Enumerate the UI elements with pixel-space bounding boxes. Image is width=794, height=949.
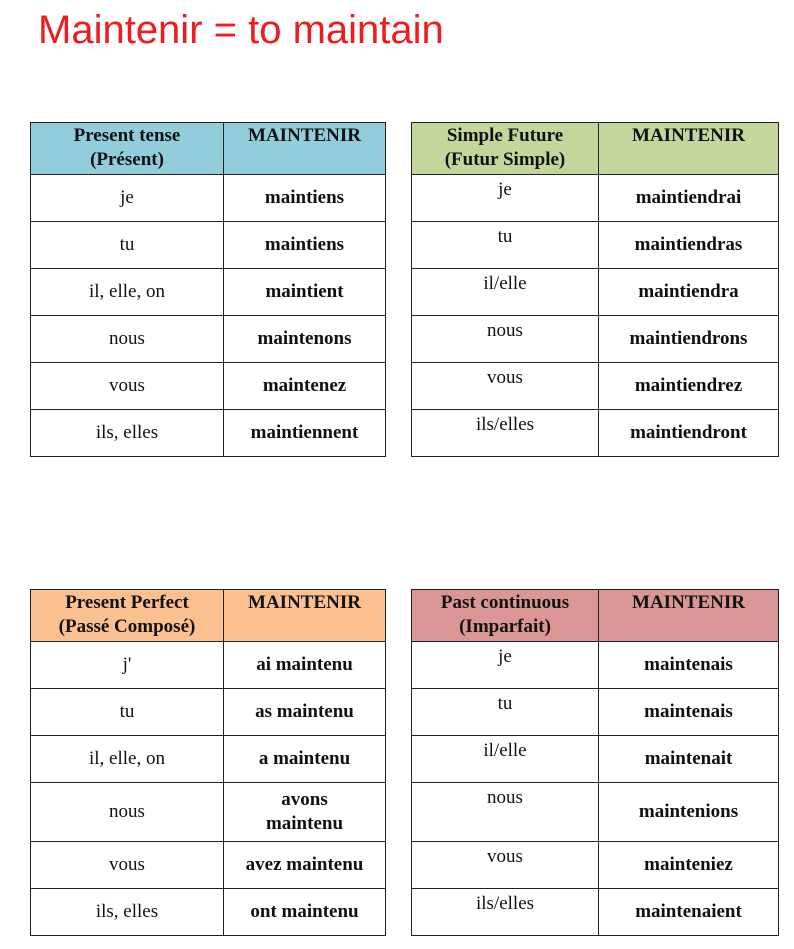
conjugation-cell: maintiendrez	[599, 363, 779, 410]
conjugation-cell: maintient	[224, 269, 386, 316]
pronoun-cell: je	[31, 175, 224, 222]
conjugation-cell: maintiens	[224, 175, 386, 222]
table-row	[31, 410, 386, 457]
pronoun-cell: tu	[412, 689, 599, 736]
tense-name: Present Perfect	[65, 592, 189, 613]
tense-name-french: (Présent)	[90, 149, 164, 170]
table-row	[412, 642, 779, 689]
conjugation-cell: maintiendrons	[599, 316, 779, 363]
conjugation-cell: maintiendra	[599, 269, 779, 316]
imparfait-table	[411, 589, 779, 936]
pronoun-cell: il/elle	[412, 736, 599, 783]
table-row	[412, 269, 779, 316]
conjugation-cell: maintenaient	[599, 889, 779, 936]
table-row	[31, 842, 386, 889]
verb-header: MAINTENIR	[224, 590, 386, 642]
table-row	[31, 783, 386, 842]
table-row	[412, 222, 779, 269]
table-header-row	[31, 590, 386, 642]
table-row	[412, 783, 779, 842]
conjugation-cell: maintiendrai	[599, 175, 779, 222]
tense-name-french: (Futur Simple)	[444, 149, 566, 170]
table-row	[412, 363, 779, 410]
conjugation-cell: avez maintenu	[224, 842, 386, 889]
tense-name: Present tense	[73, 125, 181, 146]
conjugation-cell: as maintenu	[224, 689, 386, 736]
conjugation-cell	[224, 783, 386, 842]
pronoun-cell: vous	[31, 363, 224, 410]
pronoun-cell: nous	[31, 783, 224, 842]
pronoun-cell: il, elle, on	[31, 736, 224, 783]
table-row	[31, 269, 386, 316]
table-row	[31, 175, 386, 222]
tense-name: Past continuous	[440, 592, 570, 613]
pronoun-cell: ils, elles	[31, 889, 224, 936]
conjugation-auxiliary: avons	[281, 789, 328, 810]
conjugation-cell: maintiendras	[599, 222, 779, 269]
conjugation-cell: a maintenu	[224, 736, 386, 783]
tense-name-french: (Passé Composé)	[58, 616, 196, 637]
table-row	[31, 363, 386, 410]
tense-header	[31, 123, 224, 175]
conjugation-cell: maintenez	[224, 363, 386, 410]
conjugation-cell: maintenais	[599, 642, 779, 689]
simple-future-table	[411, 122, 779, 457]
conjugation-cell: mainteniez	[599, 842, 779, 889]
conjugation-cell: maintenais	[599, 689, 779, 736]
conjugation-cell: maintiens	[224, 222, 386, 269]
conjugation-cell: maintiendront	[599, 410, 779, 457]
pronoun-cell: il, elle, on	[31, 269, 224, 316]
table-row	[412, 689, 779, 736]
tense-header	[31, 590, 224, 642]
pronoun-cell: nous	[412, 783, 599, 842]
table-row	[412, 316, 779, 363]
verb-header: MAINTENIR	[599, 590, 779, 642]
pronoun-cell: tu	[412, 222, 599, 269]
table-row	[31, 889, 386, 936]
conjugation-cell: maintenions	[599, 783, 779, 842]
pronoun-cell: il/elle	[412, 269, 599, 316]
table-header-row	[31, 123, 386, 175]
pronoun-cell: tu	[31, 689, 224, 736]
table-row	[412, 175, 779, 222]
verb-header: MAINTENIR	[224, 123, 386, 175]
table-row	[31, 316, 386, 363]
conjugation-cell: maintiennent	[224, 410, 386, 457]
table-row	[412, 889, 779, 936]
pronoun-cell: je	[412, 175, 599, 222]
tense-header	[412, 123, 599, 175]
tense-header	[412, 590, 599, 642]
table-row	[31, 689, 386, 736]
conjugation-cell: maintenons	[224, 316, 386, 363]
table-row	[31, 642, 386, 689]
tense-name: Simple Future	[446, 125, 564, 146]
conjugation-cell: ont maintenu	[224, 889, 386, 936]
pronoun-cell: vous	[31, 842, 224, 889]
table-header-row	[412, 123, 779, 175]
pronoun-cell: nous	[31, 316, 224, 363]
tense-name-french: (Imparfait)	[459, 616, 551, 637]
pronoun-cell: tu	[31, 222, 224, 269]
verb-header: MAINTENIR	[599, 123, 779, 175]
conjugation-cell: ai maintenu	[224, 642, 386, 689]
present-tense-table	[30, 122, 386, 457]
conjugation-participle: maintenu	[265, 813, 344, 834]
table-row	[31, 736, 386, 783]
pronoun-cell: ils, elles	[31, 410, 224, 457]
page-title: Maintenir = to maintain	[38, 8, 444, 52]
pronoun-cell: ils/elles	[412, 410, 599, 457]
present-perfect-table	[30, 589, 386, 936]
table-row	[412, 410, 779, 457]
conjugation-cell: maintenait	[599, 736, 779, 783]
pronoun-cell: vous	[412, 363, 599, 410]
table-row	[31, 222, 386, 269]
pronoun-cell: ils/elles	[412, 889, 599, 936]
pronoun-cell: vous	[412, 842, 599, 889]
table-row	[412, 736, 779, 783]
pronoun-cell: je	[412, 642, 599, 689]
pronoun-cell: nous	[412, 316, 599, 363]
table-row	[412, 842, 779, 889]
pronoun-cell: j'	[31, 642, 224, 689]
table-header-row	[412, 590, 779, 642]
